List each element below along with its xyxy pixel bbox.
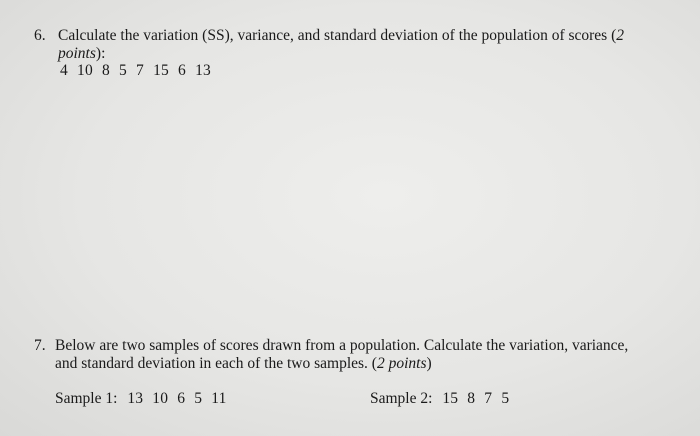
question-6-closing: ): bbox=[95, 45, 106, 62]
question-6-points-value: 2 bbox=[616, 27, 624, 44]
question-7-line-1: Below are two samples of scores drawn from a population. Calculate the variation, variance, bbox=[55, 337, 629, 354]
sample-1-scores: 13 10 6 5 11 bbox=[127, 390, 227, 407]
question-7-line-2 bbox=[55, 355, 432, 373]
sample-1-label: Sample 1: bbox=[55, 390, 118, 407]
question-6-prompt: Calculate the variation (SS), variance, and standard deviation of the population of scores ( bbox=[58, 27, 617, 44]
question-7-prompt-2: and standard deviation in each of the two samples. ( bbox=[55, 355, 377, 372]
question-6-line-1 bbox=[58, 27, 624, 45]
question-7-number: 7. bbox=[34, 337, 46, 354]
sample-2-scores: 15 8 7 5 bbox=[442, 390, 510, 407]
sample-2 bbox=[370, 390, 509, 408]
sample-2-label: Sample 2: bbox=[370, 390, 433, 407]
question-7-points: 2 points bbox=[376, 355, 427, 372]
question-6-line-2 bbox=[58, 45, 105, 63]
question-6-number: 6. bbox=[34, 27, 46, 44]
question-7-closing: ) bbox=[426, 355, 432, 372]
question-6-scores: 4 10 8 5 7 15 6 13 bbox=[60, 62, 211, 79]
sample-1 bbox=[55, 390, 227, 408]
question-6-points-word: points bbox=[58, 45, 96, 62]
